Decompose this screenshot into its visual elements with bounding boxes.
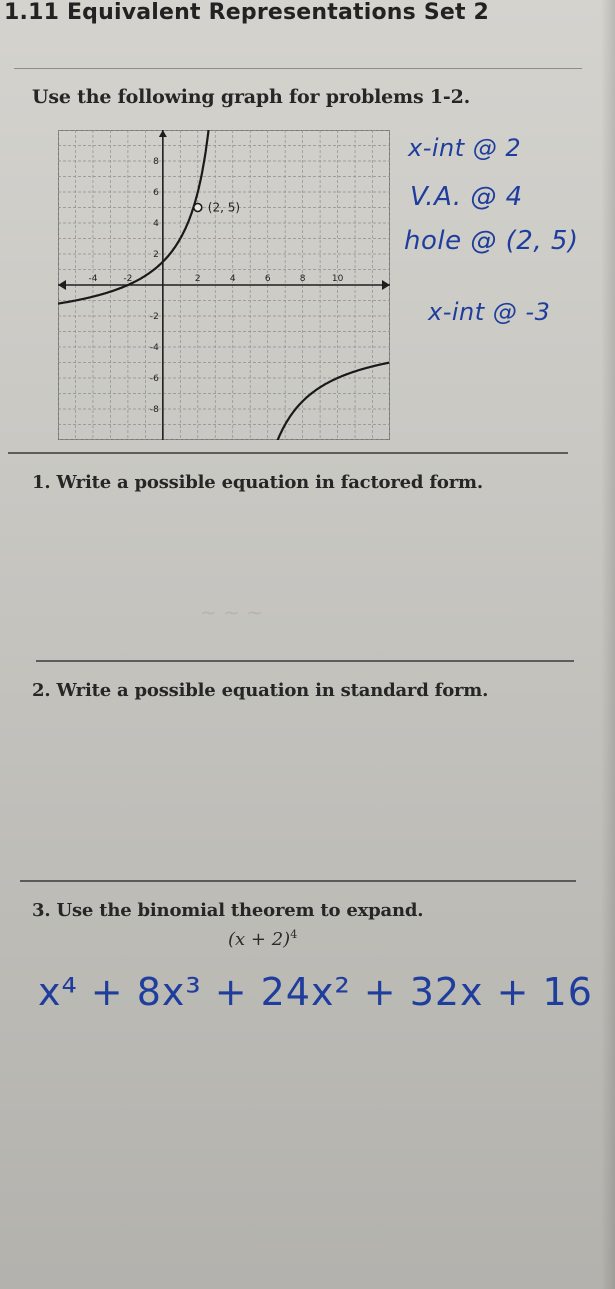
note-x-intercept-2: x-int @ -3 bbox=[428, 298, 551, 326]
y-tick-label: -2 bbox=[149, 312, 159, 322]
page-title: 1.11 Equivalent Representations Set 2 bbox=[4, 0, 490, 25]
y-tick-label: 2 bbox=[153, 250, 159, 260]
note-vertical-asymptote: V.A. @ 4 bbox=[410, 182, 523, 212]
graph-instructions: Use the following graph for problems 1-2. bbox=[32, 86, 471, 108]
note-x-intercept: x-int @ 2 bbox=[408, 134, 522, 162]
divider-1 bbox=[8, 452, 568, 454]
y-tick-label: 6 bbox=[153, 188, 159, 198]
x-tick-label: 6 bbox=[264, 274, 271, 284]
y-tick-label: -8 bbox=[149, 405, 159, 415]
expansion-answer: x⁴ + 8x³ + 24x² + 32x + 16 bbox=[38, 970, 593, 1014]
question-2: 2. Write a possible equation in standard form. bbox=[32, 680, 489, 701]
hole-open-circle bbox=[194, 204, 202, 212]
hole-point-label: (2, 5) bbox=[207, 200, 241, 215]
rational-function-graph bbox=[58, 130, 390, 440]
y-tick-label: -6 bbox=[149, 374, 159, 384]
x-tick-label: 8 bbox=[299, 274, 306, 284]
curve-left-branch bbox=[58, 130, 210, 304]
x-tick-label: 10 bbox=[331, 274, 344, 284]
divider-3 bbox=[20, 880, 576, 882]
y-tick-label: -4 bbox=[149, 343, 159, 353]
erased-work: ~ ~ ~ bbox=[200, 600, 263, 624]
x-tick-label: -2 bbox=[123, 274, 133, 284]
y-tick-label: 8 bbox=[153, 157, 159, 167]
x-axis-arrow-right bbox=[382, 280, 390, 290]
graph-marks bbox=[194, 201, 240, 215]
question-3: 3. Use the binomial theorem to expand. bbox=[32, 900, 424, 921]
title-divider bbox=[14, 68, 582, 69]
x-tick-label: 2 bbox=[194, 274, 201, 284]
x-tick-label: -4 bbox=[88, 274, 98, 284]
binomial-base: (x + 2) bbox=[228, 929, 291, 950]
curve-right-branch bbox=[273, 363, 389, 440]
note-hole: hole @ (2, 5) bbox=[404, 226, 579, 256]
y-axis-arrow-top bbox=[159, 130, 167, 137]
divider-2 bbox=[36, 660, 574, 662]
question-1: 1. Write a possible equation in factored form. bbox=[32, 472, 483, 493]
x-axis-arrow-left bbox=[58, 280, 66, 290]
binomial-expression bbox=[228, 928, 297, 950]
x-tick-label: 4 bbox=[229, 274, 236, 284]
y-tick-label: 4 bbox=[153, 219, 159, 229]
binomial-exponent: 4 bbox=[290, 928, 298, 941]
paper-edge-shadow bbox=[601, 0, 615, 1289]
